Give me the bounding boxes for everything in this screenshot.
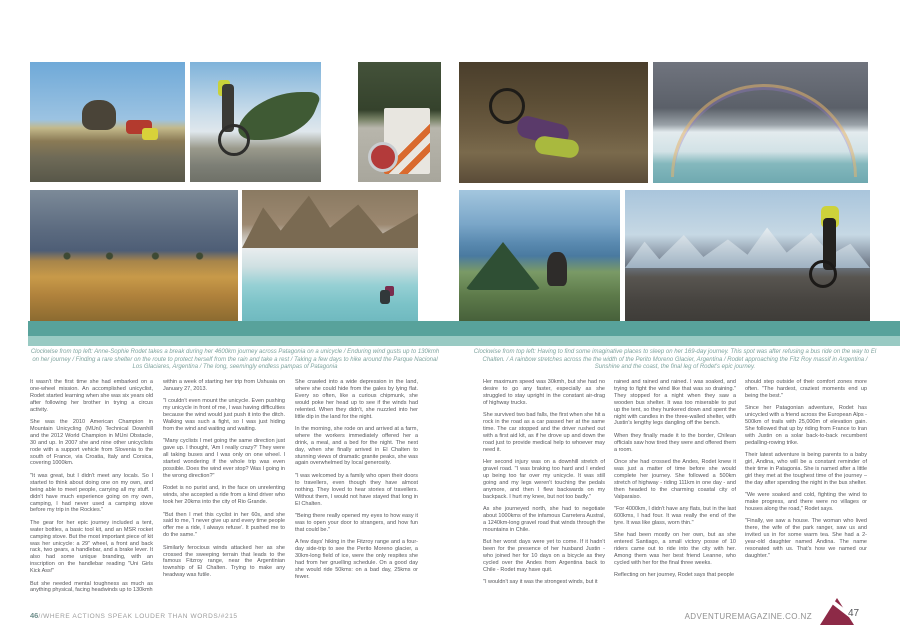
paragraph: The gear for her epic journey included a tent, water bottles, a basic tool kit, and an MSR rocket camping stove. But the most important piece of kit was her unicycle: a 29" wheel, a front and back rack, two gears, a handlebar, and a brake lever. It also had some unique branding, with an inscription on the handlebar reading "Uni Girls Kick Ass!" [30,519,153,575]
photo-camp-among-rocks [459,62,648,183]
paragraph: "I was welcomed by a family who open their doors to travellers, even though they have almost nothing. They loved to hear stories of travellers. Without them, I would not have stayed that long in El Chalten. [295,472,418,507]
rainbow-arc [671,84,857,177]
right-page-column-3 [745,379,867,605]
tent-shape [465,242,541,290]
left-footer-strapline: //WHERE ACTIONS SPEAK LOUDER THAN WORDS/#215 [38,613,238,620]
unicycle-wheel [368,142,398,172]
left-photo-caption: Clockwise from top left: Anne-Sophie Rodet takes a break during her 4600km journey across Patagonia on a unicycle / Enduring wind gusts up to 130kmh on her journey / Finding a rare shelter on the route to protect herself from the rain and take a rest / Taking a few days to hike around the Parque Nacional Los Glaciares, Argentina / The long, seemingly endless pampas of Patagonia [30,349,440,371]
paragraph: "I wouldn't say it was the strongest winds, but it [483,579,598,586]
paragraph: Their latest adventure is being parents to a baby girl, Andina, who will be a constant reminder of their time in Patagonia. She is named after a little girl they met at the toughest time of the journey – the day after spending the night in the bus shelter. [745,452,867,486]
paragraph: "Finally, we saw a house. The woman who lived there, the wife of the park ranger, saw us and invited us in for some warm tea. She had a 2-year-old daughter named Andina. The name resonated with us. That's how we named our daughter." [745,518,867,559]
paragraph: "For 4000km, I didn't have any flats, but in the last 600kms, I had four. It was really the end of the tyre. It was like glass, worn thin." [614,506,736,526]
left-page-column-3 [295,379,418,605]
paragraph: As she journeyed north, she had to negotiate about 1000kms of the infamous Carretera Austral, a 1240km-long gravel road that winds through the mountains in Chile. [483,506,605,533]
paragraph: Reflecting on her journey, Rodet says that people [614,572,735,579]
seated-rider-figure [82,100,116,130]
paragraph: She was the 2010 American Champion in Mountain Unicycling (MUni) Technical Downhill and the 2012 World Champion in MUni Obstacle, 30 and up. In 2007 she and nine other unicyclists rode with a support vehicle from Slovenia to the south of France, via Croatia, Italy and Corsica, covering 1000km. [30,419,153,467]
photo-rainbow-over-glacier [653,62,868,183]
paragraph: It wasn't the first time she had embarked on a one-wheel mission. An accomplished unicyclist, Rodet started learning when she was six years old after following her brother in trying a circus activity. [30,379,153,413]
photo-pampas-landscape [30,190,238,322]
photo-glacier-lake-hike [242,190,418,322]
paragraph: She had been mostly on her own, but as she entered Santiago, a small victory posse of 10 riders came out to ride into the city with her. Among them was her best friend Leanne, who cycled with her for the final three weeks. [614,532,736,566]
photo-approaching-fitz-roy [625,190,870,322]
left-page-column-2 [163,379,285,605]
photo-unicycling-into-wind [190,62,321,182]
yellow-bag [142,128,158,140]
left-page-column-1 [30,379,153,605]
left-footer [30,611,238,620]
paragraph: Her second injury was on a downhill stretch of gravel road. "I was braking too hard and I ended up being too far over my unicycle. It was still going and my legs weren't touching the pedals anymore, and then I flew backwards on my backpack. I hurt my knee, but not too badly." [483,459,605,500]
paragraph: Once she had crossed the Andes, Rodet knew it was just a matter of time before she would complete her journey. She followed a 500km stretch of highway - riding 111km in one day - and then headed to the charming coastal city of Valparaiso. [614,459,736,500]
right-page-number: 47 [848,608,860,619]
paragraph: A few days' hiking in the Fitzroy range and a four-day side-trip to see the Perito Moreno glacier, a 30km-long field of ice, were the only respites she had from her gruelling schedule. On a good day she would ride 50kms: on a bad day, 25kms or fewer. [295,539,418,580]
paragraph: "We were soaked and cold, fighting the wind to make progress, and there were no villages or houses along the road," Rodet says. [745,492,867,512]
photo-coastal-tent-camp [459,190,620,322]
paragraph: should step outside of their comfort zones more often. "The hardest, craziest moments end up being the best." [745,379,867,399]
unicycle-wheel [218,124,250,156]
camper-figure [547,252,567,286]
paragraph: "Being there really opened my eyes to how easy it was to open your door to strangers, and how fun that could be." [295,512,418,533]
dry-bag [534,135,580,159]
paragraph: Since her Patagonian adventure, Rodet has unicycled with a friend across the European Alps - 500km of trails with 25,000m of elevation gain. She followed that up by riding from France to Iran with Justin on a solar back-to-back recumbent pedalling-rowing trike. [745,405,867,446]
right-page-column-1 [483,379,605,605]
teal-ribbon-light [28,336,900,346]
mountain-peaks [242,190,418,248]
left-page-number: 46 [30,611,39,620]
magazine-website: ADVENTUREMAGAZINE.CO.NZ [684,612,812,621]
paragraph: "Many cyclists I met going the same direction just gave up. I thought, 'Am I really crazy?' They were all taking buses and I was only on one wheel. I started wondering if the whole trip was even possible. Does the wind ever stop? Was I going in the wrong direction?" [163,438,285,479]
right-page-column-2 [614,379,736,605]
paragraph: rained and rained and rained. I was soaked, and trying to fight the wind like that was so draining." They stopped for a night when they saw a wooden bus shelter. It was too miserable to put up the tent, so they hunkered down and spent the night with candles in the three-walled shelter, with Justin's lengthy legs dangling off the bench. [614,379,736,427]
paragraph: When they finally made it to the border, Chilean officials saw how tired they were and offered them a room. [614,432,736,453]
paragraph: But her worst days were yet to come. If it hadn't been for the presence of her husband Justin - who joined her for 10 days on a bicycle as they cycled over the Andes from Argentina back to Chile - Rodet may have quit. [483,539,605,573]
paragraph: "But then I met this cyclist in her 60s, and she said to me, 'I never give up and every time people offer me a ride, I always refuse'. It pushed me to do the same." [163,511,285,539]
paragraph: within a week of starting her trip from Ushuaia on January 27, 2013. [163,379,285,392]
photo-roadside-shelter [358,62,441,182]
unicycle-wheel [809,260,837,288]
right-photo-caption: Clockwise from top left: Having to find some imaginative places to sleep on her 169-day journey. This spot was after refusing a bus ride on the way to El Chalten. / A rainbow stretches across the the width of the Perito Moreno Glacier, Argentina / Rodet approaching the Fitz Roy massif in Argentina / Sunshine and the coast, the final leg of Rodet's epic journey. [473,349,877,371]
distant-trees [50,252,220,260]
teal-ribbon-dark [28,321,900,336]
paragraph: Similarly ferocious winds attacked her as she crossed the sweeping terrain that leads to the famous Fitzroy range, near the Argentinian township of El Chalten. Trying to make any headway was futile. [163,544,285,579]
paragraph: But she needed mental toughness as much as anything physical, facing headwinds up to 130kmh [30,580,153,594]
paragraph: "I couldn't even mount the unicycle. Even pushing my unicycle in front of me, I was having difficulties because the wind would just push it into the ditch. Walking was such a fight, so I was just hiding from the wind and waiting and waiting. [163,398,285,432]
paragraph: Her maximum speed was 30kmh, but she had no desire to go any faster, especially as she struggled to stay upright in the constant air-drag of highway trucks. [483,379,605,406]
paragraph: She survived two bad falls, the first when she hit a rock in the road as a car passed her at the same time. The car stopped and the driver rushed out with a first aid kit, as if he drove up and down the road just to provide medical help to whoever may need it. [483,412,605,453]
hiker-figure [380,290,390,304]
paragraph: "It was great, but I didn't meet any locals. So I started to think about doing one on my own, and being able to meet people, carrying all my stuff. I didn't have much experience going on my own, camping, I had never used a camping stove before my trip in the Rockies." [30,472,153,514]
paragraph: She crawled into a wide depression in the land, where she could hide from the gales by lying flat. Every so often, like a curious chipmunk, she would poke her head up to see if the winds had relented. When they didn't, she nuzzled into her little dip in the land for the night. [295,379,418,420]
paragraph: In the morning, she rode on and arrived at a farm, where the workers immediately offered her a drink, a meal, and a bed for the night. The next day, when she finally arrived in El Chalten to stunning views of dramatic granite peaks, she was again overwhelmed by local generosity. [295,425,418,467]
photo-break-on-rocks [30,62,185,182]
paragraph: Rodet is no purist and, in the face on unrelenting winds, she accepted a ride from a kind driver who took her 20kms into the city of Rio Grande. [163,485,285,506]
